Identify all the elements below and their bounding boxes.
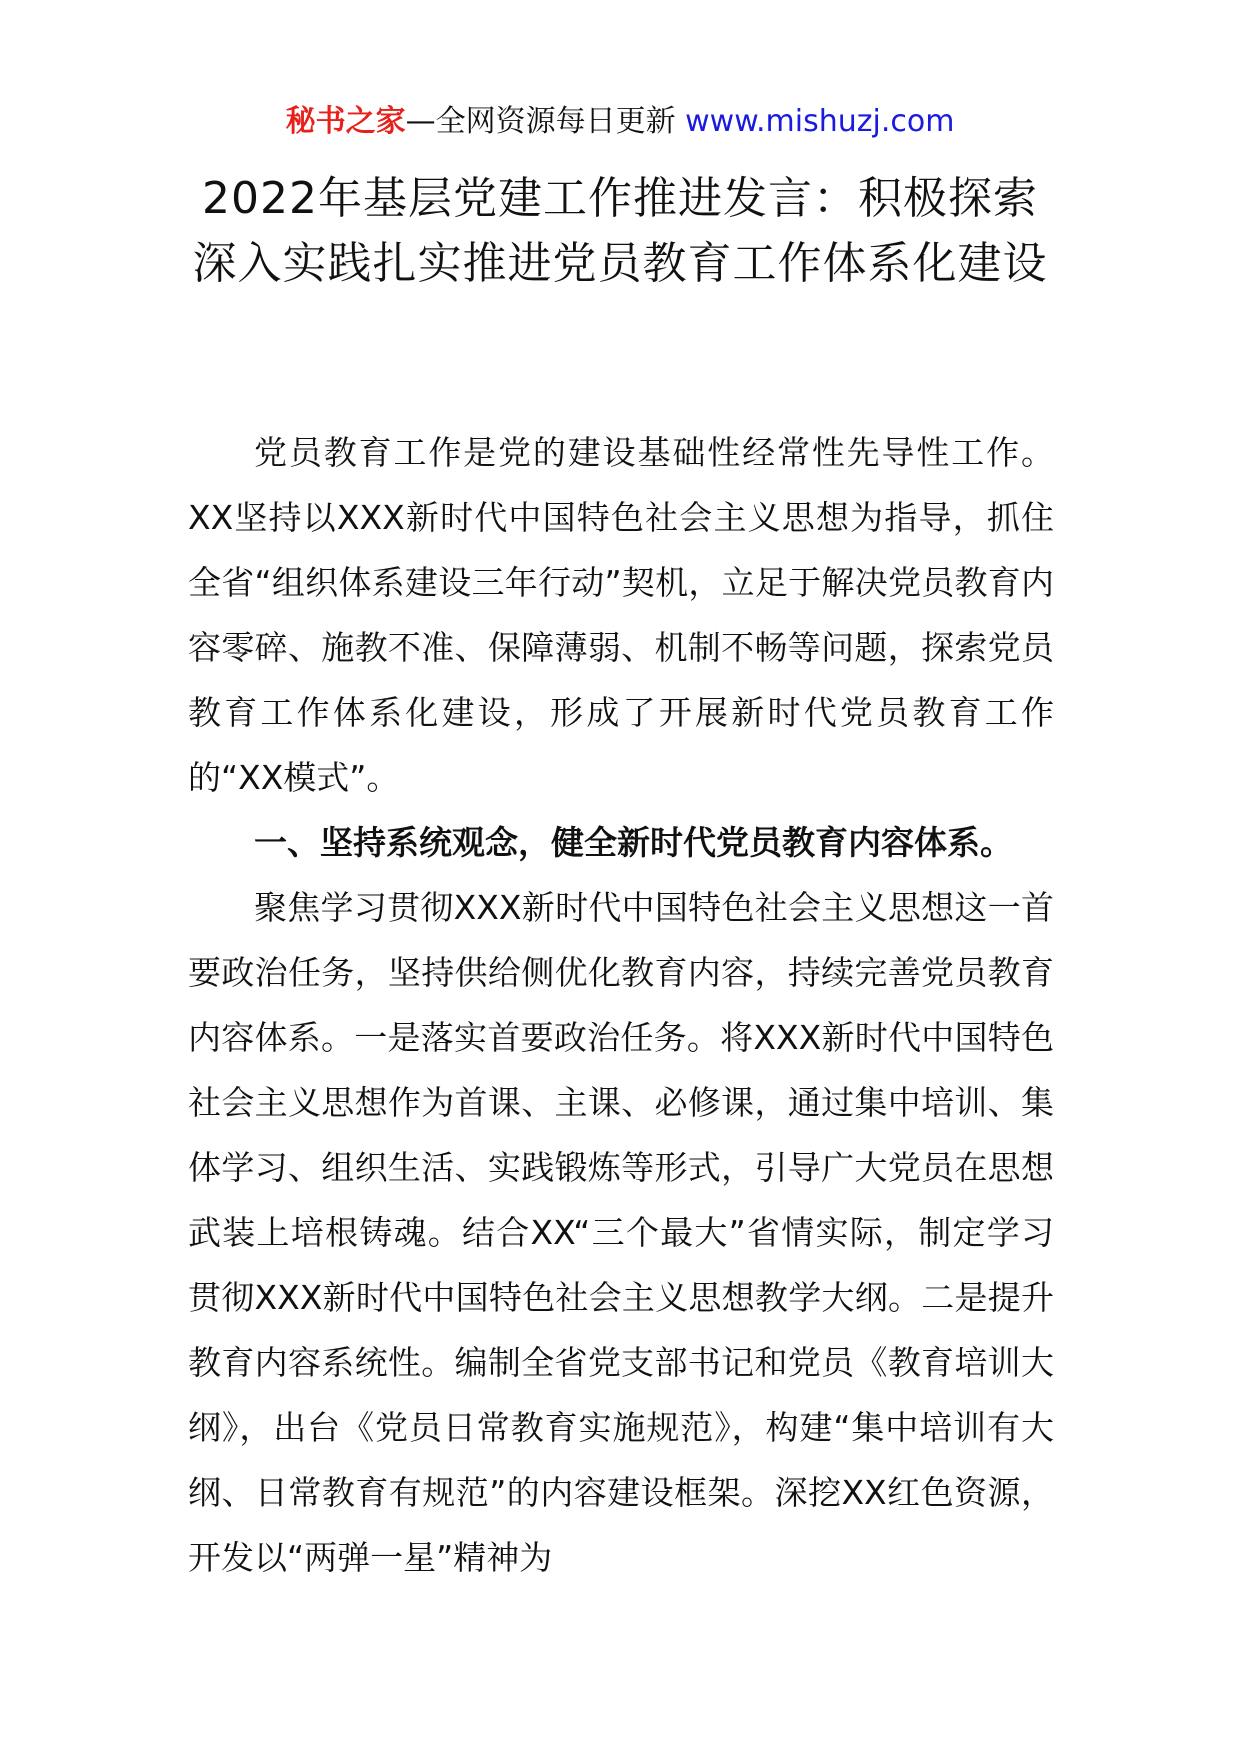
document-body [188, 420, 1054, 1590]
paragraph-section-1: 聚焦学习贯彻XXX新时代中国特色社会主义思想这一首要政治任务，坚持供给侧优化教育内容，持续完善党员教育内容体系。一是落实首要政治任务。将XXX新时代中国特色社会主义思想作为首课、主课、必修课，通过集中培训、集体学习、组织生活、实践锻炼等形式，引导广大党员在思想武装上培根铸魂。结合XX“三个最大”省情实际，制定学习贯彻XXX新时代中国特色社会主义思想教学大纲。二是提升教育内容系统性。编制全省党支部书记和党员《教育培训大纲》，出台《党员日常教育实施规范》，构建“集中培训有大纲、日常教育有规范”的内容建设框架。深挖XX红色资源，开发以“两弹一星”精神为 [188, 888, 1054, 1577]
site-header [0, 102, 1240, 142]
paragraph-intro: 党员教育工作是党的建设基础性经常性先导性工作。XX坚持以XXX新时代中国特色社会主义思想为指导，抓住全省“组织体系建设三年行动”契机，立足于解决党员教育内容零碎、施教不准、保障薄弱、机制不畅等问题，探索党员教育工作体系化建设，形成了开展新时代党员教育工作的“XX模式”。 [188, 433, 1054, 797]
section-heading-1: 一、坚持系统观念，健全新时代党员教育内容体系。 [254, 823, 1013, 862]
brand-name: 秘书之家 [285, 104, 406, 139]
site-url-link[interactable]: www.mishuzj.com [685, 104, 955, 139]
document-title: 2022年基层党建工作推进发言：积极探索深入实践扎实推进党员教育工作体系化建设 [192, 173, 1048, 289]
header-tagline: —全网资源每日更新 [405, 104, 676, 139]
